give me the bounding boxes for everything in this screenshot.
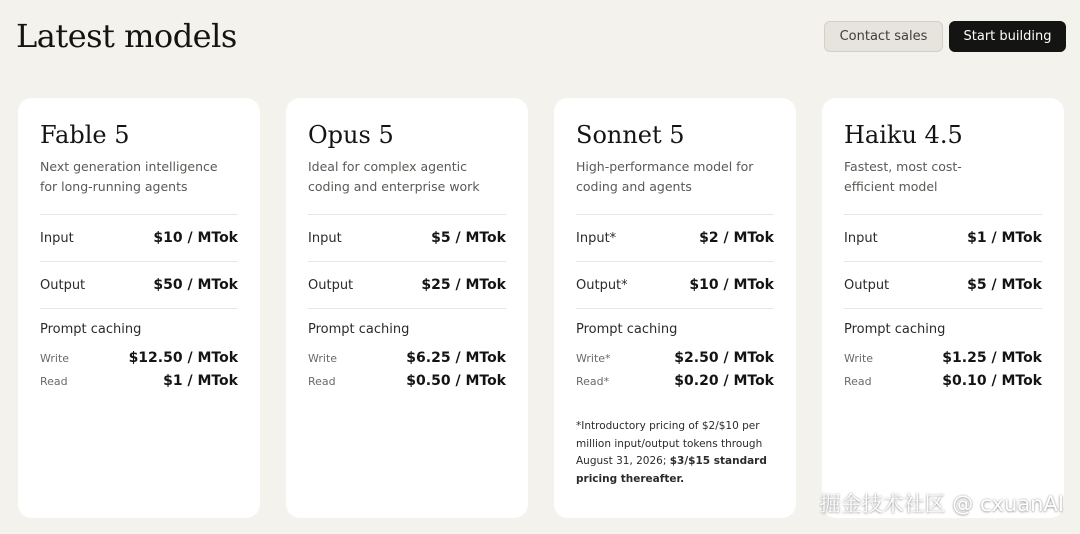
output-price: $25 / MTok <box>421 277 506 293</box>
output-price: $50 / MTok <box>153 277 238 293</box>
output-label: Output <box>40 278 86 293</box>
read-label: Read <box>308 375 336 388</box>
input-price: $10 / MTok <box>153 230 238 246</box>
input-label: Input <box>844 231 878 246</box>
output-price: $10 / MTok <box>689 277 774 293</box>
output-price-row <box>576 277 774 293</box>
divider <box>308 261 506 262</box>
read-label: Read <box>40 375 68 388</box>
write-label: Write <box>40 352 70 365</box>
divider <box>40 261 238 262</box>
prompt-caching-label: Prompt caching <box>308 322 410 337</box>
model-cards <box>18 98 1064 518</box>
model-card-haiku <box>819 98 1064 518</box>
watermark: 掘金技术社区 @ cxuanAI <box>819 492 1064 516</box>
footnote-bold-text: $3/$15 standard pricing thereafter. <box>576 455 767 485</box>
prompt-caching-label: Prompt caching <box>844 322 946 337</box>
write-label: Write <box>308 352 338 365</box>
write-label: Write <box>844 352 874 365</box>
footnote-text: *Introductory pricing of $2/$10 per million input/output tokens through August 31, 2026; <box>576 420 763 467</box>
divider <box>844 214 1042 215</box>
input-price: $1 / MTok <box>967 230 1042 246</box>
model-card-fable <box>18 98 260 518</box>
output-price: $5 / MTok <box>967 277 1042 293</box>
prompt-caching-label: Prompt caching <box>576 322 678 337</box>
input-price-row <box>308 230 506 246</box>
input-price-row <box>844 230 1042 246</box>
read-label: Read* <box>576 375 610 388</box>
read-price-row <box>576 373 774 389</box>
divider <box>308 308 506 309</box>
model-description: Fastest, most cost-efficient model <box>844 159 962 194</box>
model-name: Haiku 4.5 <box>844 121 963 149</box>
divider <box>40 214 238 215</box>
contact-sales-button[interactable]: Contact sales <box>824 21 943 52</box>
output-label: Output <box>844 278 890 293</box>
read-price: $0.20 / MTok <box>674 373 774 389</box>
prompt-caching-label: Prompt caching <box>40 322 142 337</box>
divider <box>576 308 774 309</box>
read-price: $1 / MTok <box>163 373 238 389</box>
output-price-row <box>844 277 1042 293</box>
output-price-row <box>40 277 238 293</box>
write-price-row <box>308 350 506 366</box>
output-label: Output <box>308 278 354 293</box>
model-card-opus <box>286 98 528 518</box>
read-price-row <box>40 373 238 389</box>
read-label: Read <box>844 375 872 388</box>
divider <box>308 214 506 215</box>
write-price: $2.50 / MTok <box>674 350 774 366</box>
read-price-row <box>844 373 1042 389</box>
model-name: Sonnet 5 <box>576 121 685 149</box>
model-description: High-performance model for coding and agents <box>576 159 754 194</box>
divider <box>576 261 774 262</box>
model-description: Ideal for complex agentic coding and enterprise work <box>308 159 480 194</box>
input-label: Input <box>40 231 74 246</box>
divider <box>576 214 774 215</box>
read-price: $0.10 / MTok <box>942 373 1042 389</box>
divider <box>844 261 1042 262</box>
page-title: Latest models <box>16 17 237 55</box>
start-building-button[interactable]: Start building <box>949 21 1066 52</box>
write-price-row <box>576 350 774 366</box>
model-card-sonnet <box>554 98 796 518</box>
output-price-row <box>308 277 506 293</box>
write-price: $12.50 / MTok <box>128 350 238 366</box>
read-price-row <box>308 373 506 389</box>
input-price: $2 / MTok <box>699 230 774 246</box>
write-price: $6.25 / MTok <box>406 350 506 366</box>
write-price-row <box>844 350 1042 366</box>
model-name: Opus 5 <box>308 121 394 149</box>
input-price-row <box>576 230 774 246</box>
input-label: Input <box>308 231 342 246</box>
pricing-footnote <box>576 418 776 488</box>
divider <box>844 308 1042 309</box>
input-price: $5 / MTok <box>431 230 506 246</box>
write-price-row <box>40 350 238 366</box>
input-label: Input* <box>576 231 617 246</box>
output-label: Output* <box>576 278 628 293</box>
model-name: Fable 5 <box>40 121 130 149</box>
divider <box>40 308 238 309</box>
model-description: Next generation intelligence for long-running agents <box>40 159 218 194</box>
write-label: Write* <box>576 352 611 365</box>
write-price: $1.25 / MTok <box>942 350 1042 366</box>
input-price-row <box>40 230 238 246</box>
read-price: $0.50 / MTok <box>406 373 506 389</box>
